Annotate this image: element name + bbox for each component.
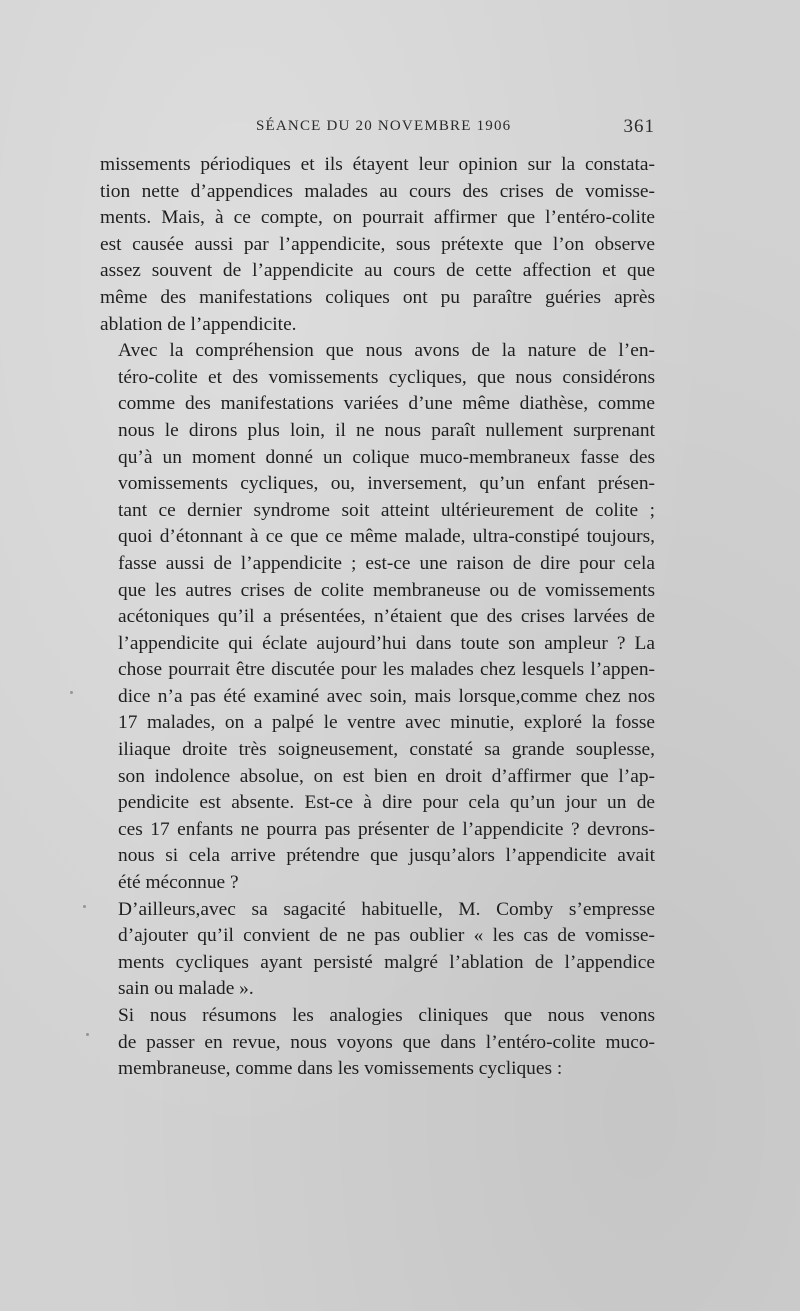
text-line: nous si cela arrive prétendre que jusqu’alors l’appendicite avait (118, 845, 655, 867)
text-line: vomissements cycliques, ou, inversement, qu’un enfant présen- (118, 473, 655, 495)
text-line: ablation de l’appendicite. (100, 313, 297, 335)
running-header (100, 116, 655, 146)
page-number: 361 (623, 116, 655, 137)
text-line: chose pourrait être discutée pour les malades chez lesquels l’appen- (118, 659, 655, 681)
margin-speck (83, 905, 86, 908)
text-line: comme des manifestations variées d’une même diathèse, comme (118, 393, 655, 415)
text-line: fasse aussi de l’appendicite ; est-ce une raison de dire pour cela (118, 552, 655, 574)
margin-speck (86, 1033, 89, 1036)
paragraph-3 (100, 897, 655, 1003)
text-line: nous le dirons plus loin, il ne nous paraît nullement surprenant (118, 419, 655, 441)
text-line: dice n’a pas été examiné avec soin, mais lorsque,comme chez nos (118, 685, 655, 707)
text-line: acétoniques qu’il a présentées, n’étaient que des crises larvées de (118, 606, 655, 628)
text-line: Avec la compréhension que nous avons de la nature de l’en- (118, 340, 655, 362)
text-line: son indolence absolue, on est bien en droit d’affirmer que l’ap- (118, 765, 655, 787)
text-line: D’ailleurs,avec sa sagacité habituelle, M. Comby s’empresse (118, 898, 655, 920)
text-line: l’appendicite qui éclate aujourd’hui dans toute son ampleur ? La (118, 632, 655, 654)
margin-speck (70, 691, 73, 694)
paragraph-2 (100, 338, 655, 896)
text-line: assez souvent de l’appendicite au cours de cette affection et que (100, 260, 655, 282)
text-line: membraneuse, comme dans les vomissements cycliques : (118, 1058, 563, 1080)
text-line: tion nette d’appendices malades au cours des crises de vomisse- (100, 180, 655, 202)
text-line: 17 malades, on a palpé le ventre avec minutie, exploré la fosse (118, 712, 655, 734)
text-line: quoi d’étonnant à ce que ce même malade, ultra-constipé toujours, (118, 526, 655, 548)
text-line: pendicite est absente. Est-ce à dire pour cela qu’un jour un de (118, 792, 655, 814)
text-line: ments cycliques ayant persisté malgré l’ablation de l’appendice (118, 951, 655, 973)
header-title: SÉANCE DU 20 NOVEMBRE 1906 (256, 118, 512, 134)
paragraph-1 (100, 152, 655, 338)
text-line: missements périodiques et ils étayent leur opinion sur la constata- (100, 154, 655, 175)
text-line: est causée aussi par l’appendicite, sous prétexte que l’on observe (100, 233, 655, 255)
text-line: que les autres crises de colite membraneuse ou de vomissements (118, 579, 655, 601)
text-line: même des manifestations coliques ont pu paraître guéries après (100, 286, 655, 308)
text-line: ments. Mais, à ce compte, on pourrait affirmer que l’entéro-colite (100, 207, 655, 229)
text-line: qu’à un moment donné un colique muco-membraneux fasse des (118, 446, 655, 468)
body-text (100, 152, 655, 1083)
text-line: de passer en revue, nous voyons que dans l’entéro-colite muco- (118, 1031, 655, 1053)
text-line: d’ajouter qu’il convient de ne pas oublier « les cas de vomisse- (118, 925, 655, 947)
paragraph-4 (100, 1003, 655, 1083)
text-line: iliaque droite très soigneusement, constaté sa grande souplesse, (118, 739, 655, 761)
text-line: Si nous résumons les analogies cliniques que nous venons (118, 1005, 655, 1026)
text-line: ces 17 enfants ne pourra pas présenter de l’appendicite ? devrons- (118, 818, 655, 840)
text-line: tant ce dernier syndrome soit atteint ultérieurement de colite ; (118, 499, 655, 521)
text-line: téro-colite et des vomissements cycliques, que nous considérons (118, 366, 655, 388)
text-line: été méconnue ? (118, 872, 239, 894)
text-line: sain ou malade ». (118, 978, 254, 1000)
